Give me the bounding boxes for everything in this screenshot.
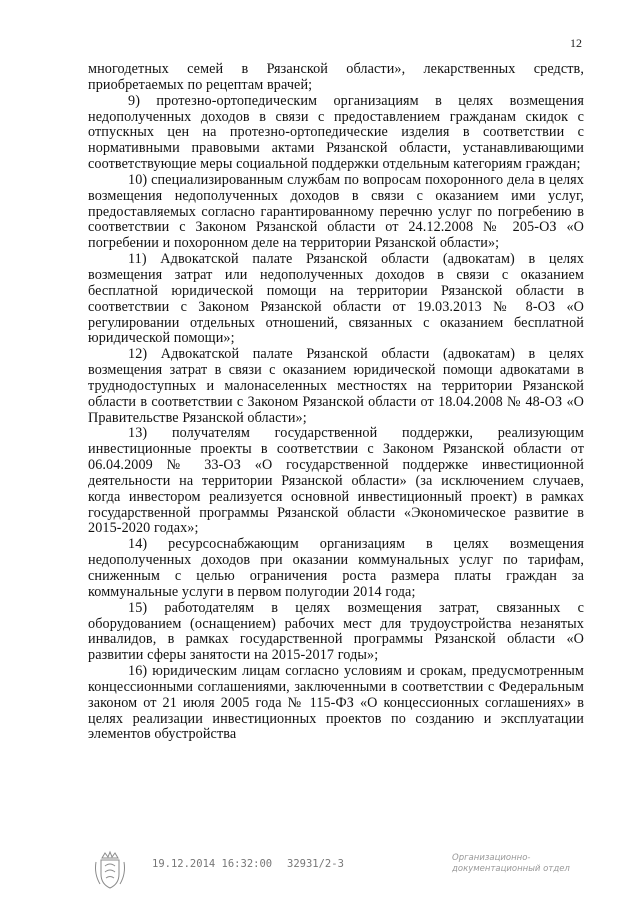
paragraph: 10) специализированным службам по вопросам похоронного дела в целях возмещения недополученных доходов в связи с оказанием ими услуг, предоставляемых согласно гарантированному перечню услуг по погребению в соответствии с Законом Рязанской области от 24.12.2008 № 205-ОЗ «О погребении и похоронном деле на территории Рязанской области»; bbox=[88, 171, 584, 252]
paragraph: 16) юридическим лицам согласно условиям и срокам, предусмотренным концессионными соглашениями, заключенными в соответствии с Федеральным законом от 21 июля 2005 года № 115-ФЗ «О концессионных соглашениях» в целях реализации инвестиционных проектов по созданию и эксплуатации элементов обустройства bbox=[88, 663, 584, 743]
footer-doc-number: 32931/2-3 bbox=[287, 858, 344, 870]
footer-timestamp: 19.12.2014 16:32:00 bbox=[152, 858, 273, 870]
paragraph: 13) получателям государственной поддержки, реализующим инвестиционные проекты в соответствии с Законом Рязанской области от 06.04.2009 № 33-ОЗ «О государственной поддержке инвестиционной деятельности на территории Рязанской области» (за исключением случаев, когда инвестором реализуется основной инвестиционный проект) в рамках государственной программы Рязанской области «Экономическое развитие в 2015-2020 годах»; bbox=[88, 425, 584, 537]
footer-org-stamp bbox=[452, 853, 570, 875]
page-footer bbox=[0, 848, 640, 898]
paragraph: 9) протезно-ортопедическим организациям в целях возмещения недополученных доходов в связи с предоставлением гражданам скидок с отпускных цен на протезно-ортопедические изделия в соответствии с нормативными правовыми актами Рязанской области, устанавливающими соответствующие меры социальной поддержки отдельным категориям граждан; bbox=[88, 92, 584, 173]
page-number: 12 bbox=[570, 36, 582, 50]
footer-org-line-2: документационный отдел bbox=[452, 864, 570, 874]
paragraph: 15) работодателям в целях возмещения затрат, связанных с оборудованием (оснащением) рабочих мест для трудоустройства незанятых инвалидов, в рамках государственной программы Рязанской области «О развитии сферы занятости на 2015-2017 годы»; bbox=[88, 599, 584, 664]
paragraph: 11) Адвокатской палате Рязанской области (адвокатам) в целях возмещения затрат или недополученных доходов в связи с оказанием бесплатной юридической помощи на территории Рязанской области в соответствии с Законом Рязанской области от 19.03.2013 № 8-ОЗ «О регулировании отдельных отношений, связанных с оказанием бесплатной юридической помощи»; bbox=[88, 251, 584, 347]
paragraph: 14) ресурсоснабжающим организациям в целях возмещения недополученных доходов при оказании коммунальных услуг по тарифам, сниженным с целью ограничения роста размера платы граждан за коммунальные услуги в первом полугодии 2014 года; bbox=[88, 536, 584, 600]
footer-org-line-1: Организационно- bbox=[452, 853, 531, 863]
coat-of-arms-icon bbox=[92, 848, 128, 892]
paragraph: 12) Адвокатской палате Рязанской области (адвокатам) в целях возмещения затрат в связи с оказанием юридической помощи адвокатами в труднодоступных и малонаселенных местностях на территории Рязанской области в соответствии с Законом Рязанской области от 18.04.2008 № 48-ОЗ «О Правительстве Рязанской области»; bbox=[88, 346, 584, 426]
paragraph: многодетных семей в Рязанской области», лекарственных средств, приобретаемых по рецептам врачей; bbox=[88, 61, 584, 93]
document-body bbox=[88, 62, 584, 743]
